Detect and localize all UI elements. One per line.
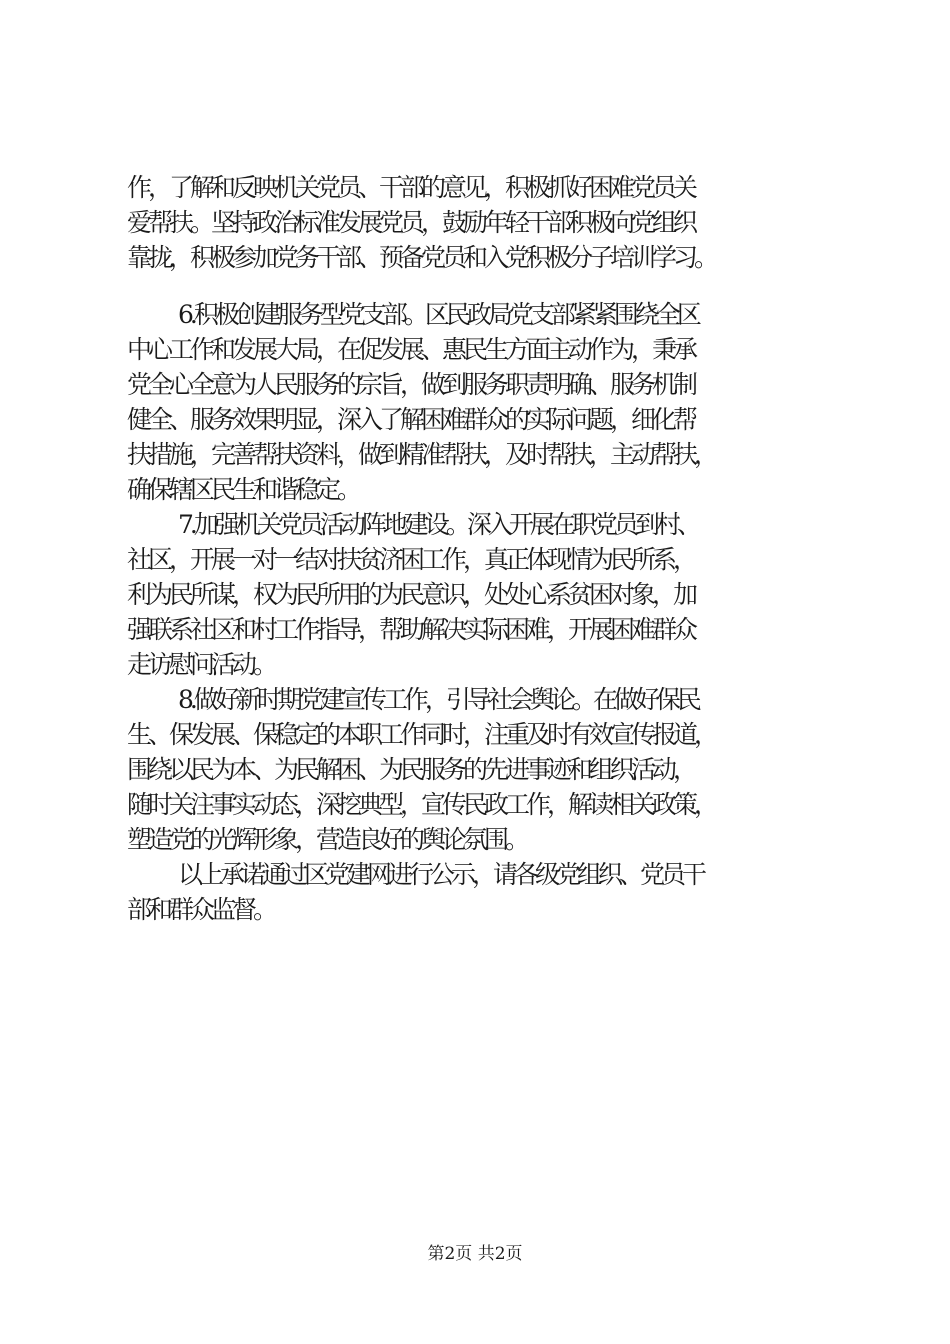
paragraph-line: 以上承诺通过区党建网进行公示，请各级党组织、党员干 <box>178 860 704 889</box>
paragraph-line: 扶措施，完善帮扶资料，做到精准帮扶，及时帮扶，主动帮扶， <box>127 440 716 469</box>
paragraph-line: 社区，开展一对一结对扶贫济困工作，真正体现情为民所系， <box>127 545 695 574</box>
page-number-footer: 第2页 共2页 <box>427 1244 523 1264</box>
paragraph-line: 党全心全意为人民服务的宗旨，做到服务职责明确、服务机制 <box>127 370 695 399</box>
paragraph-line: 围绕以民为本、为民解困、为民服务的先进事迹和组织活动， <box>127 755 695 784</box>
paragraph-line: 随时关注事实动态，深挖典型，宣传民政工作，解读相关政策， <box>127 790 716 819</box>
paragraph-line: 走访慰问活动。 <box>127 650 275 679</box>
paragraph-line: 确保辖区民生和谐稳定。 <box>127 475 359 504</box>
paragraph-line: 健全、服务效果明显，深入了解困难群众的实际问题，细化帮 <box>127 405 695 434</box>
paragraph-line: 靠拢，积极参加党务干部、预备党员和入党积极分子培训学习。 <box>127 243 716 272</box>
paragraph-line: 6.积极创建服务型党支部。区民政局党支部紧紧围绕全区 <box>178 300 698 329</box>
paragraph-line: 生、保发展、保稳定的本职工作同时，注重及时有效宣传报道， <box>127 720 716 749</box>
paragraph-line: 中心工作和发展大局，在促发展、惠民生方面主动作为，秉承 <box>127 335 695 364</box>
paragraph-line: 利为民所谋，权为民所用的为民意识，处处心系贫困对象，加 <box>127 580 695 609</box>
paragraph-line: 部和群众监督。 <box>127 895 275 924</box>
paragraph-line: 爱帮扶。坚持政治标准发展党员，鼓励年轻干部积极向党组织 <box>127 208 695 237</box>
paragraph-line: 作，了解和反映机关党员、干部的意见，积极抓好困难党员关 <box>127 173 695 202</box>
paragraph-line: 强联系社区和村工作指导，帮助解决实际困难，开展困难群众 <box>127 615 695 644</box>
paragraph-line: 8.做好新时期党建宣传工作，引导社会舆论。在做好保民 <box>178 685 698 714</box>
paragraph-line: 7.加强机关党员活动阵地建设。深入开展在职党员到村、 <box>178 510 698 539</box>
paragraph-line: 塑造党的光辉形象，营造良好的舆论氛围。 <box>127 825 527 854</box>
